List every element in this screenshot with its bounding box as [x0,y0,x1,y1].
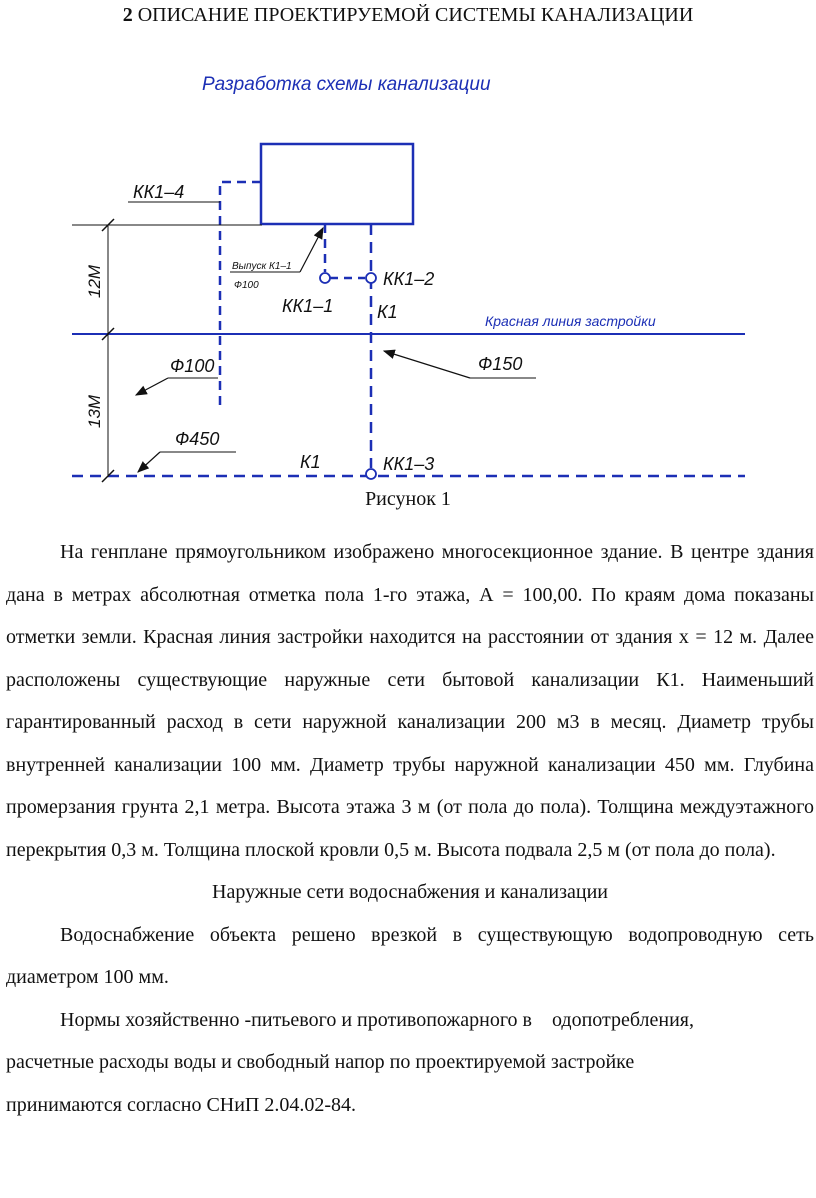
well-kk1-2 [366,273,376,283]
label-outlet: Выпуск К1–1 [232,261,292,272]
label-k1-lower: К1 [300,452,321,472]
label-kk1-4: КК1–4 [133,182,185,202]
label-kk1-1: КК1–1 [282,296,334,316]
pipe-kk1-4 [220,182,261,405]
paragraph-3-line-2: расчетные расходы воды и свободный напор по проектируемой застройке [6,1051,635,1073]
arrow-d450 [138,452,160,472]
label-red-line: Красная линия застройки [485,313,656,329]
paragraph-1: На генплане прямоугольником изображено многосекционное здание. В центре здания дана в метрах абсолютная отметка пола 1-го этажа, А = 100,00. По краям дома показаны отметки земли. Красная линия застройки находится на расстоянии от здания х = 12 м. Далее расположены существующие наружные сети бытовой канализации К1. Наименьший гарантированный расход в сети наружной канализации 200 м3 в месяц. Диаметр трубы внутренней канализации 100 мм. Диаметр трубы наружной канализации 450 мм. Глубина промерзания грунта 2,1 метра. Высота этажа 3 м (от пола до пола). Толщина междуэтажного перекрытия 0,3 м. Толщина плоской кровли 0,5 м. Высота подвала 2,5 м (от пола до пола). [6,541,814,861]
arrow-d100 [136,378,168,395]
section-heading [0,4,816,27]
sewer-scheme-diagram [0,50,816,490]
label-d450: Ф450 [175,429,220,449]
building-rect [261,144,413,224]
dim-label-13m: 13М [85,394,104,428]
figure-caption: Рисунок 1 [365,488,451,510]
dim-label-12m: 12М [85,264,104,298]
section-title: ОПИСАНИЕ ПРОЕКТИРУЕМОЙ СИСТЕМЫ КАНАЛИЗАЦИИ [137,4,694,26]
paragraph-3-line-1: Нормы хозяйственно -питьевого и противопожарного в одопотребления, [60,1008,695,1031]
subheading: Наружные сети водоснабжения и канализации [212,881,608,903]
label-outlet-dia: Ф100 [234,280,259,291]
label-kk1-2: КК1–2 [383,269,435,289]
paragraph-2: Водоснабжение объекта решено врезкой в существующую водопроводную сеть диаметром 100 мм. [6,923,814,988]
label-k1-upper: К1 [377,302,398,322]
label-d100: Ф100 [170,356,215,376]
section-number: 2 [122,4,133,26]
body-text [6,531,814,1126]
label-kk1-3: КК1–3 [383,454,435,474]
outlet-arrow [300,228,323,272]
well-kk1-1 [320,273,330,283]
well-kk1-3 [366,469,376,479]
paragraph-3-line-3: принимаются согласно СНиП 2.04.02-84. [6,1093,357,1116]
diagram-title: Разработка схемы канализации [202,74,491,95]
label-d150: Ф150 [478,354,523,374]
arrow-d150 [384,351,470,378]
